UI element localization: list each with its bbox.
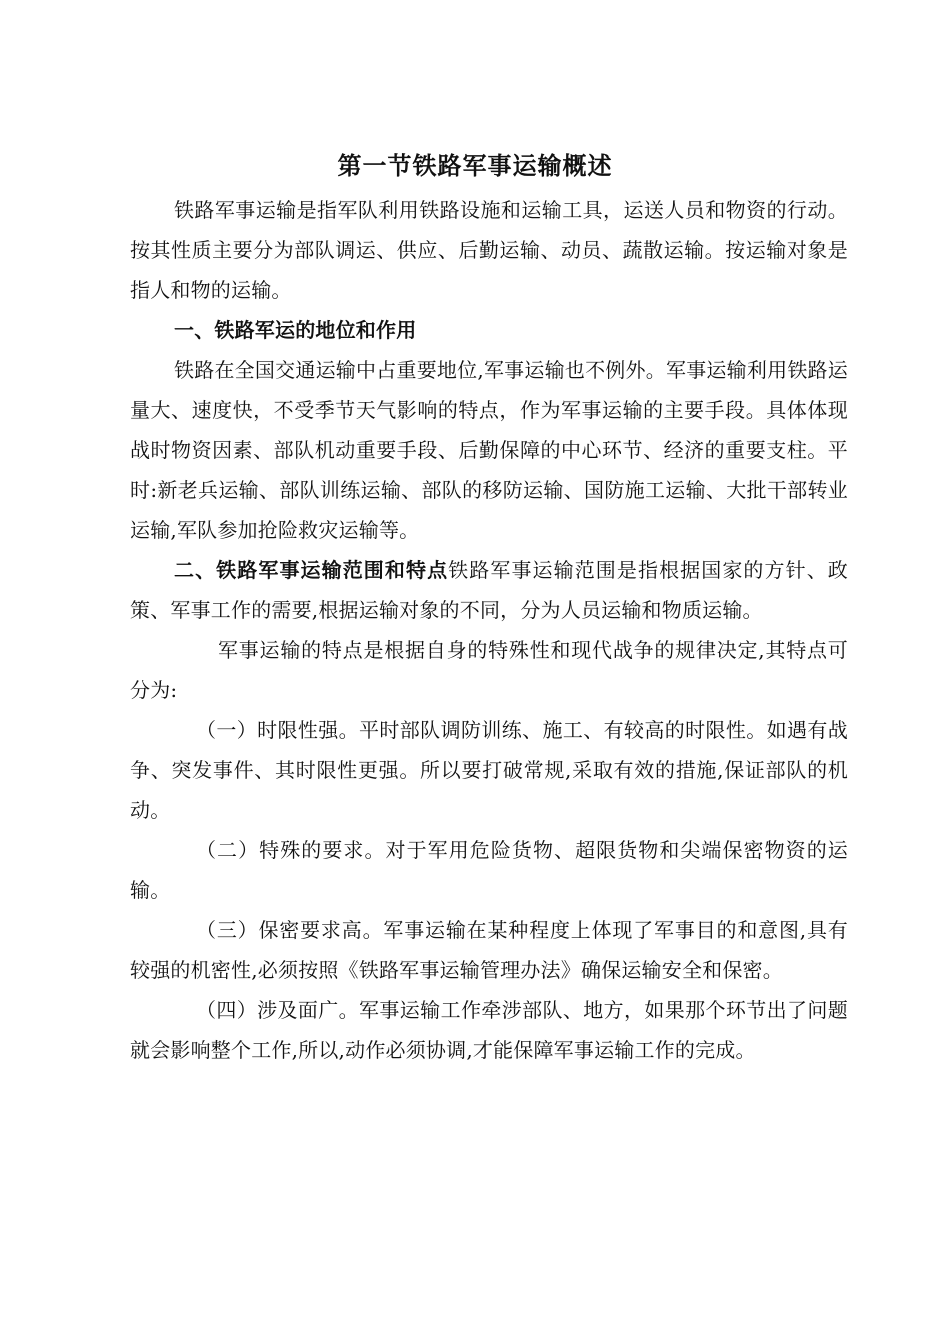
- feature-item-1: （一）时限性强。平时部队调防训练、施工、有较高的时限性。如遇有战争、突发事件、其时限性更强。所以要打破常规,采取有效的措施,保证部队的机动。: [130, 718, 848, 822]
- section-title: 第一节铁路军事运输概述: [337, 152, 613, 180]
- document-body: [130, 190, 848, 1070]
- section1-paragraph: 铁路在全国交通运输中占重要地位,军事运输也不例外。军事运输利用铁路运量大、速度快，不受季节天气影响的特点，作为军事运输的主要手段。具体体现战时物资因素、部队机动重要手段、后勤保障的中心环节、经济的重要支柱。平时:新老兵运输、部队训练运输、部队的移防运输、国防施工运输、大批干部转业运输,军队参加抢险救灾运输等。: [130, 358, 848, 542]
- feature-item-4: （四）涉及面广。军事运输工作牵涉部队、地方，如果那个环节出了问题就会影响整个工作,所以,动作必须协调,才能保障军事运输工作的完成。: [130, 998, 848, 1062]
- section2-paragraph: [130, 550, 848, 630]
- section2-heading: 二、铁路军事运输范围和特点: [174, 558, 449, 582]
- feature-item-3: （三）保密要求高。军事运输在某种程度上体现了军事目的和意图,具有较强的机密性,必须按照《铁路军事运输管理办法》确保运输安全和保密。: [130, 918, 848, 982]
- features-intro-paragraph: 军事运输的特点是根据自身的特殊性和现代战争的规律决定,其特点可分为:: [130, 638, 848, 702]
- intro-paragraph: 铁路军事运输是指军队利用铁路设施和运输工具，运送人员和物资的行动。按其性质主要分为部队调运、供应、后勤运输、动员、蔬散运输。按运输对象是指人和物的运输。: [130, 198, 848, 302]
- section1-heading: 一、铁路军运的地位和作用: [174, 318, 417, 342]
- feature-item-2: （二）特殊的要求。对于军用危险货物、超限货物和尖端保密物资的运输。: [130, 838, 848, 902]
- section2-text: 铁路军事运输范围是指根据国家的方针、政策、军事工作的需要,根据运输对象的不同，分为人员运输和物质运输。: [130, 558, 848, 622]
